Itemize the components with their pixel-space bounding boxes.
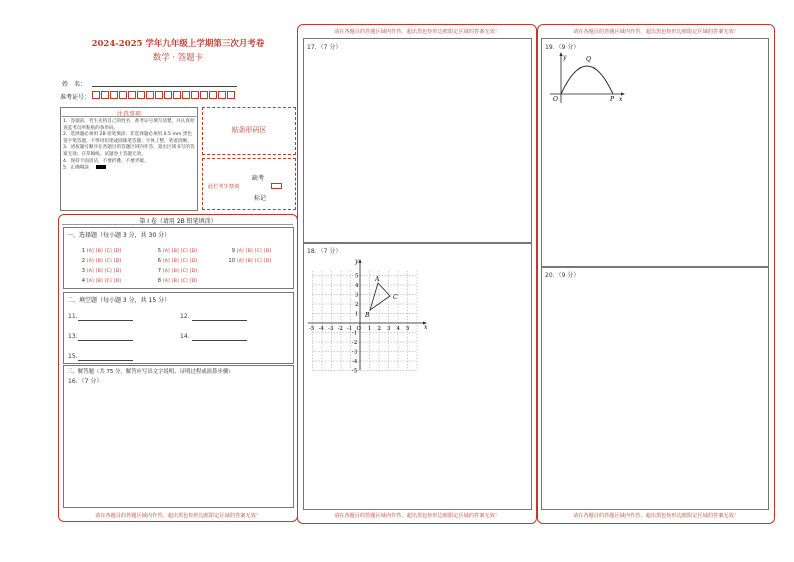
mc-question-number: 1	[81, 248, 85, 254]
x-tick-label: 4	[396, 326, 400, 332]
absent-text-2: 此栏考生禁填	[208, 184, 240, 190]
mc-question-6	[154, 258, 199, 264]
absent-text-3: 标记	[254, 195, 267, 202]
x-tick-label: 5	[406, 326, 410, 332]
mc-option-bubble[interactable]: [A]	[163, 269, 170, 274]
fill-label-13: 13.	[68, 333, 78, 340]
id-number-cells[interactable]	[92, 91, 236, 99]
mc-option-bubble[interactable]: [A]	[87, 249, 94, 254]
mc-question-number: 9	[231, 248, 235, 254]
x-tick-label: -3	[328, 326, 334, 332]
x-tick-label: -4	[318, 326, 324, 332]
name-field[interactable]	[92, 86, 237, 87]
fig19-label-o: O	[553, 96, 558, 103]
mc-option-bubble[interactable]: [D]	[113, 259, 121, 264]
absent-checkbox[interactable]	[271, 183, 282, 189]
mc-question-number: 4	[81, 278, 85, 284]
triangle-abc	[370, 283, 390, 310]
mc-option-bubble[interactable]: [A]	[163, 259, 170, 264]
warning-middle-bottom: 请在各题目的答题区域内作答，超出黑色矩形边框限定区域的答案无效！	[333, 513, 500, 519]
notice-item-1: 1．答题前，考生先将自己的姓名，准考证号填写清楚，并认真检查监考员所粘贴的条形码。	[63, 119, 195, 131]
section1-header: 第 I 卷（请用 2B 铅笔填涂）	[139, 218, 217, 225]
mc-option-bubble[interactable]: [D]	[189, 259, 197, 264]
point-a-label: A	[375, 276, 380, 283]
x-tick-label: 3	[387, 326, 391, 332]
q17-label: 17．（7 分）	[307, 44, 342, 51]
mc-question-number: 10	[228, 258, 235, 264]
section2-title: 二、填空题（每小题 3 分，共 15 分）	[67, 297, 171, 304]
mc-question-5	[154, 248, 199, 254]
fig19-label-y: y	[563, 54, 567, 61]
fig19-label-q: Q	[586, 56, 591, 63]
mc-option-bubble[interactable]: [C]	[104, 269, 112, 274]
mc-option-bubble[interactable]: [D]	[113, 269, 121, 274]
mc-option-bubble[interactable]: [C]	[180, 279, 188, 284]
y-tick-label: -2	[352, 340, 358, 346]
y-tick-label: -1	[352, 330, 358, 337]
mc-option-bubble[interactable]: [C]	[104, 249, 112, 254]
mc-question-8	[154, 278, 199, 284]
fig19-label-p: P	[610, 96, 615, 103]
notice-item-5: 5．正确填涂	[63, 165, 195, 172]
mc-question-number: 5	[157, 248, 161, 254]
figure-18-grid	[303, 255, 433, 375]
mc-option-bubble[interactable]: [B]	[245, 249, 253, 254]
section1-title: 一、选择题（每小题 3 分，共 30 分）	[67, 232, 171, 239]
mc-question-number: 6	[157, 258, 161, 264]
mc-question-9	[228, 248, 273, 254]
mc-question-10	[228, 258, 273, 264]
mc-option-bubble[interactable]: [A]	[163, 279, 170, 284]
mc-option-bubble[interactable]: [B]	[171, 249, 179, 254]
mc-option-bubble[interactable]: [C]	[104, 259, 112, 264]
point-c-label: C	[393, 294, 398, 301]
mc-option-bubble[interactable]: [B]	[95, 269, 103, 274]
figure-19-parabola	[548, 50, 628, 105]
y-tick-label: 2	[355, 302, 359, 308]
notice-items	[63, 119, 195, 172]
mc-option-bubble[interactable]: [D]	[189, 279, 197, 284]
answer-box-20[interactable]	[541, 266, 769, 510]
mc-option-bubble[interactable]: [D]	[113, 279, 121, 284]
x-tick-label: -5	[309, 326, 315, 332]
mc-question-1	[78, 248, 123, 254]
y-tick-label: 3	[355, 292, 359, 299]
notice-item-3: 3．请按题号顺序在各题目的答题区域内作答，超出区域书写的答案无效；在草稿纸、试题卷上答题无效。	[63, 145, 195, 157]
mc-option-bubble[interactable]: [B]	[95, 249, 103, 254]
fill-answer-15[interactable]	[78, 360, 133, 361]
mc-question-number: 3	[81, 268, 85, 274]
y-tick-label: 5	[355, 273, 359, 280]
fill-label-12: 12.	[180, 313, 190, 320]
solution-box-16[interactable]	[63, 365, 294, 508]
y-tick-label: 1	[355, 311, 359, 318]
notice-item-2: 2．选择题必须用 2B 铅笔填涂；非选择题必须用 0.5 mm 黑色签字笔答题，不得用铅笔或圆珠笔答题；字体工整，笔迹清晰。	[63, 132, 193, 144]
y-tick-label: -4	[352, 359, 358, 365]
mc-question-4	[78, 278, 123, 284]
mc-option-bubble[interactable]: [D]	[113, 249, 121, 254]
id-label: 准考证号：	[60, 94, 91, 101]
mc-option-bubble[interactable]: [C]	[180, 249, 188, 254]
mc-question-number: 2	[81, 258, 85, 264]
mc-option-bubble[interactable]: [D]	[263, 259, 271, 264]
fill-label-15: 15.	[68, 353, 78, 360]
mc-option-bubble[interactable]: [D]	[189, 249, 197, 254]
mc-option-bubble[interactable]: [B]	[245, 259, 253, 264]
x-tick-label: 2	[377, 326, 381, 332]
parabola-curve	[561, 66, 613, 94]
y-tick-label: -5	[352, 368, 358, 375]
fill-label-11: 11.	[68, 313, 78, 320]
fill-answer-11[interactable]	[78, 320, 133, 321]
mc-question-7	[154, 268, 199, 274]
mc-option-bubble[interactable]: [A]	[87, 269, 94, 274]
answer-sheet-title: 2024-2025 学年九年级上学期第三次月考卷	[91, 39, 265, 49]
filled-mark-icon	[96, 165, 106, 169]
mc-option-bubble[interactable]: [C]	[180, 259, 188, 264]
mc-option-bubble[interactable]: [A]	[163, 249, 170, 254]
mc-option-bubble[interactable]: [B]	[171, 269, 179, 274]
mc-option-bubble[interactable]: [D]	[263, 249, 271, 254]
q16-label: 16．（7 分）	[68, 378, 103, 385]
fill-label-14: 14.	[180, 333, 190, 340]
mc-option-bubble[interactable]: [B]	[171, 279, 179, 284]
mc-option-bubble[interactable]: [B]	[95, 279, 103, 284]
mc-question-number: 8	[157, 278, 161, 284]
mc-option-bubble[interactable]: [A]	[87, 259, 94, 264]
answer-sheet-subtitle: 数学 · 答题卡	[152, 53, 204, 63]
mc-option-bubble[interactable]: [A]	[237, 259, 244, 264]
mc-question-2	[78, 258, 123, 264]
mc-question-number: 7	[157, 268, 161, 274]
x-tick-label: -1	[347, 326, 353, 332]
mc-option-bubble[interactable]: [A]	[87, 279, 94, 284]
section3-title: 三、解答题（共 75 分，解答应写出文字说明、证明过程或演算步骤）	[67, 369, 234, 375]
notice-heading: 注意事项	[116, 111, 141, 118]
mc-option-bubble[interactable]: [C]	[254, 259, 262, 264]
notice-item-4: 4．保持卡面清洁，不要折叠、不要弄破。	[63, 158, 149, 164]
mc-option-bubble[interactable]: [C]	[180, 269, 188, 274]
x-tick-label: O	[356, 326, 362, 332]
mc-question-3	[78, 268, 123, 274]
fig19-label-x: x	[619, 96, 623, 103]
absent-text-1: 缺考	[252, 175, 265, 182]
answer-box-17[interactable]	[303, 38, 532, 244]
barcode-label: 贴条形码区	[231, 126, 267, 134]
mc-option-bubble[interactable]: [A]	[237, 249, 244, 254]
mc-option-bubble[interactable]: [C]	[104, 279, 112, 284]
mc-option-bubble[interactable]: [C]	[254, 249, 262, 254]
x-tick-label: 1	[368, 326, 372, 332]
q18-label: 18．（7 分）	[307, 248, 342, 255]
warning-middle-top: 请在各题目的答题区域内作答，超出黑色矩形边框限定区域的答案无效！	[333, 29, 500, 35]
warning-right-bottom: 请在各题目的答题区域内作答，超出黑色矩形边框限定区域的答案无效！	[572, 513, 739, 519]
fill-answer-13[interactable]	[78, 340, 133, 341]
name-label: 姓 名：	[62, 81, 87, 88]
x-tick-label: -2	[337, 326, 343, 332]
mc-option-bubble[interactable]: [B]	[171, 259, 179, 264]
mc-option-bubble[interactable]: [D]	[189, 269, 197, 274]
warning-right-top: 请在各题目的答题区域内作答，超出黑色矩形边框限定区域的答案无效！	[572, 29, 739, 35]
warning-left: 请在各题目的答题区域内作答，超出黑色矩形边框限定区域的答案无效！	[94, 513, 261, 519]
fill-answer-14[interactable]	[192, 340, 247, 341]
q19-label: 19．（9 分）	[545, 44, 580, 51]
mc-option-bubble[interactable]: [B]	[95, 259, 103, 264]
y-tick-label: -3	[352, 349, 358, 356]
x-axis-label: x	[424, 324, 428, 331]
y-axis-label: y	[355, 258, 359, 265]
fill-answer-12[interactable]	[192, 320, 247, 321]
q20-label: 20．（9 分）	[545, 272, 580, 279]
y-tick-label: 4	[355, 283, 359, 289]
point-b-label: B	[365, 312, 370, 319]
